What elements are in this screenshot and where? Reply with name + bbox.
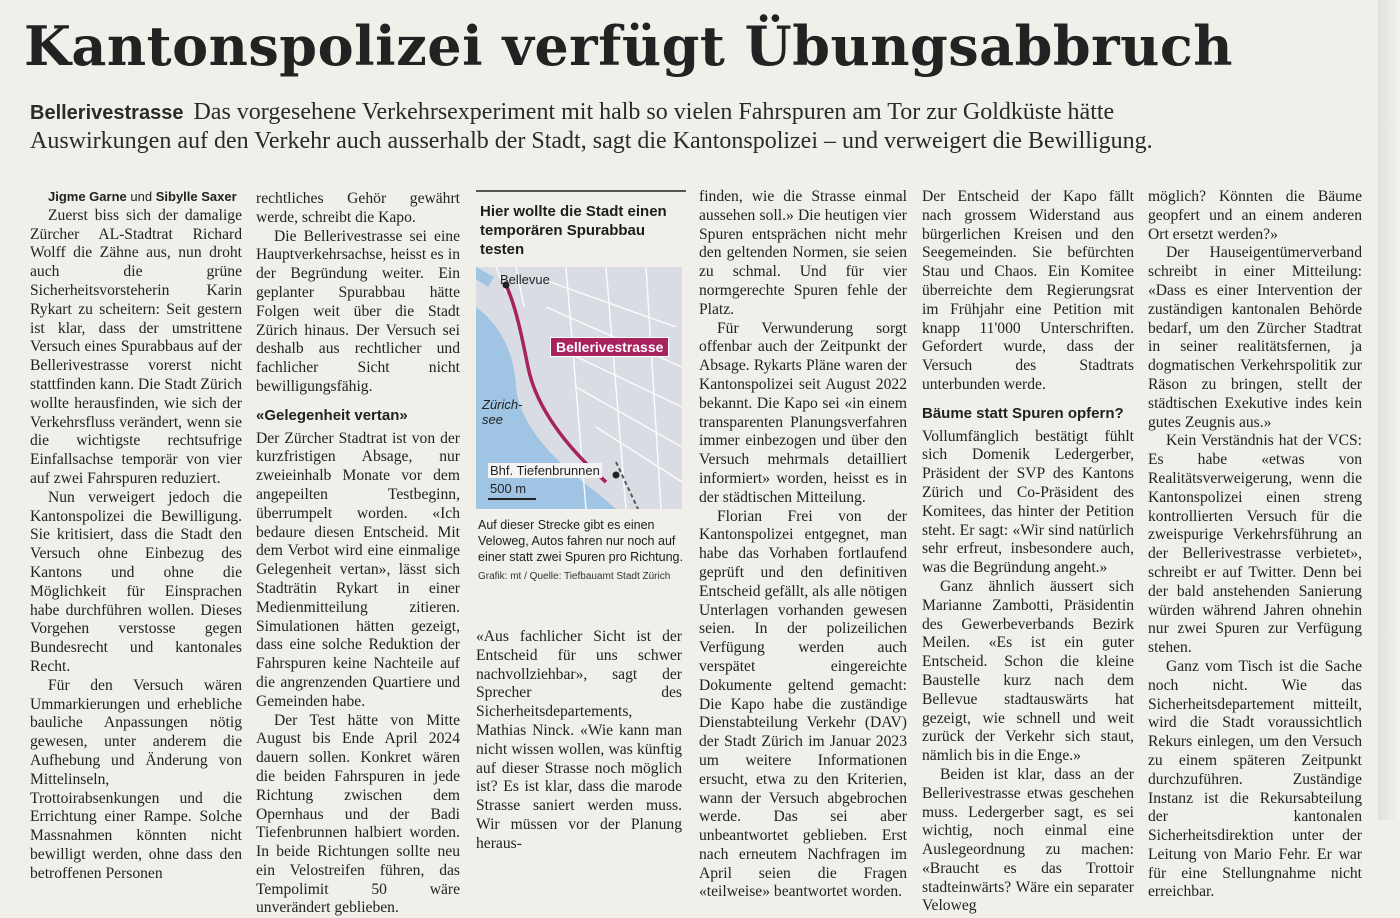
label-bellerivestrasse: Bellerivestrasse	[550, 337, 669, 357]
author-2: Sibylle Saxer	[155, 189, 237, 204]
paragraph: Florian Frei von der Kantonspolizei entgegnet, man habe das Vorhaben fortlaufend geprüft und den definitiven Entscheid gefällt, als alle nötigen Unterlagen vorhanden gewesen seien. In der polizeilichen Verfügung werden auch verspätet eingereichte Dokumente geltend gemacht: Die Kapo habe die zuständige Dienstabteilung Verkehr (DAV) der Stadt Zürich im Januar 2023 um weitere Informationen ersucht, etwa zu den Kriterien, wann der Versuch abgebrochen werde. Das sei aber unbeantwortet geblieben. Erst nach erneutem Nachfragen im April seien die Fragen «teilweise» beantwortet worden.	[699, 507, 907, 901]
graphic-credit: Grafik: mt / Quelle: Tiefbauamt Stadt Zürich	[478, 571, 671, 582]
headline: Kantonspolizei verfügt Übungsabbruch	[24, 14, 1234, 78]
byline	[30, 188, 242, 207]
label-bellevue: Bellevue	[500, 272, 550, 287]
paragraph: Der Zürcher Stadtrat ist von der kurzfristigen Absage, nur zweieinhalb Monate vor dem angepeilten Testbeginn, überrumpelt worden. «Ich bedaure diesen Entscheid. Mit dem Verbot wird eine einmalige Gelegenheit vertan», lässt sich Stadträtin Rykart in einer Medienmitteilung zitieren. Simulationen hätten gezeigt, dass eine solche Reduktion der Fahrspuren keine Nachteile auf die angrenzenden Quartiere und Gemeinden habe.	[256, 429, 460, 710]
graphic-caption: Auf dieser Strecke gibt es einen Veloweg, Autos fahren nur noch auf einer statt zwei Spuren pro Richtung.	[478, 518, 683, 564]
map-graphic	[476, 190, 686, 622]
paragraph: Der Test hätte von Mitte August bis Ende April 2024 dauern sollen. Konkret wären die beiden Fahrspuren in jede Richtung zwischen dem Opernhaus und der Badi Tiefenbrunnen halbiert worden. In beide Richtungen sollte neu ein Velostreifen führen, das Tempolimit 50 wäre unverändert geblieben.	[256, 711, 460, 917]
paragraph: Vollumfänglich bestätigt fühlt sich Domenik Ledergerber, Präsident der SVP des Kantons Zürich und Co-Präsident des Komitees, das hinter der Petition steht. Er sagt: «Wir sind natürlich sehr erfreut, insbesondere auch, was die Begründung angeht.»	[922, 427, 1134, 577]
paragraph: Der Hauseigentümerverband schreibt in einer Mitteilung: «Dass es einer Intervention der zuständigen kantonalen Behörde bedarf, um den Zürcher Stadtrat in seiner realitätsfernen, ja dogmatischen Verkehrspolitik zur Räson zu bringen, stellt der städtischen Exekutive indes kein gutes Zeugnis aus.»	[1148, 244, 1362, 431]
adjacent-page-edge	[1378, 0, 1400, 820]
column-2	[256, 190, 460, 918]
paragraph: Beiden ist klar, dass an der Bellerivestrasse etwas geschehen muss. Ledergerber sagt, es sei wichtig, noch einmal eine Auslegeordnung zu machen: «Braucht es das Trottoir stadteinwärts? Wäre ein separater Veloweg	[922, 765, 1134, 915]
column-1	[30, 188, 242, 883]
paragraph: Für Verwunderung sorgt offenbar auch der Zeitpunkt der Absage. Rykarts Pläne waren der Kantonspolizei seit August 2022 bekannt. Die Kapo sei «in einem transparenten Planungsverfahren immer einbezogen und über den Versuch mehrmals detailliert informiert» worden, heisst es in der städtischen Mitteilung.	[699, 319, 907, 506]
column-6	[1148, 188, 1362, 902]
paragraph: «Aus fachlicher Sicht ist der Entscheid für uns schwer nachvollziehbar», sagt der Sprecher des Sicherheitsdepartements, Mathias Ninck. «Wie kann man nicht wissen wollen, was künftig auf dieser Strasse noch möglich ist? Es ist klar, dass die marode Strasse saniert werden muss. Wir müssen vor der Planung heraus-	[476, 628, 682, 852]
paragraph: rechtliches Gehör gewährt werde, schreibt die Kapo.	[256, 190, 460, 226]
scale-label: 500 m	[490, 481, 527, 496]
paragraph: finden, wie die Strasse einmal aussehen soll.» Die heutigen vier Spuren entsprächen nicht mehr den geltenden Normen, sie seien zu schmal. Und für vier normgerechte Spuren fehle der Platz.	[699, 188, 907, 318]
graphic-title: Hier wollte die Stadt einen temporären Spurabbau testen	[480, 203, 667, 258]
map	[476, 267, 682, 509]
lead-paragraph	[30, 98, 1210, 155]
paragraph: Ganz vom Tisch ist die Sache noch nicht. Wie das Sicherheitsdepartement mitteilt, wird die Stadt voraussichtlich Rekurs einlegen, um den Versuch zu einem späteren Zeitpunkt durchzuführen. Zuständige Instanz ist die Rekursabteilung der kantonalen Sicherheitsdirektion unter der Leitung von Mario Fehr. Er war für eine Stellungnahme nicht erreichbar.	[1148, 657, 1362, 901]
paragraph: Für den Versuch wären Ummarkierungen und erhebliche bauliche Anpassungen nötig gewesen, unter anderem die Aufhebung und Änderung von Mittelinseln, Trottoirabsenkungen und die Errichtung einer Rampe. Solche Massnahmen könnten nicht bewilligt werden, ohne dass den betroffenen Personen	[30, 676, 242, 882]
column-5	[922, 188, 1134, 916]
paragraph: Ganz ähnlich äussert sich Marianne Zambotti, Präsidentin des Gewerbeverbands Bezirk Meilen. «Es ist ein guter Entscheid. Schon die kleine Baustelle kurz nach dem Bellevue stadtauswärts hat gezeigt, wie schnell und weit zurück der Verkehr sich staut, nämlich bis in die Enge.»	[922, 577, 1134, 765]
paragraph: Die Bellerivestrasse sei eine Hauptverkehrsachse, heisst es in der Begründung weiter. Ein geplanter Spurabbau hätte Folgen weit über die Stadt Zürich hinaus. Der Versuch sei deshalb aus rechtlicher und fachlicher Sicht nicht bewilligungsfähig.	[256, 227, 460, 395]
label-lake: Zürich- see	[482, 397, 523, 427]
lead-text: Das vorgesehene Verkehrsexperiment mit halb so vielen Fahrspuren am Tor zur Goldküste hätte Auswirkungen auf den Verkehr auch ausserhalb der Stadt, sagt die Kantonspolizei – und verweigert die Bewilligung.	[30, 99, 1153, 154]
paragraph: Der Entscheid der Kapo fällt nach grossem Widerstand aus bürgerlichen Kreisen und den Seegemeinden. Sie befürchten Stau und Chaos. Ein Komitee überreichte dem Regierungsrat im Frühjahr eine Petition mit knapp 11'000 Unterschriften. Gefordert wurde, dass der Versuch des Stadtrats unterbunden werde.	[922, 188, 1134, 393]
author-join: und	[130, 189, 153, 204]
kicker: Bellerivestrasse	[30, 102, 184, 124]
point-tiefenbrunnen	[613, 472, 620, 479]
label-station: Bhf. Tiefenbrunnen	[490, 463, 600, 478]
column-4	[699, 188, 907, 902]
subheading: Bäume statt Spuren opfern?	[922, 404, 1124, 422]
author-1: Jigme Garne	[48, 189, 127, 204]
subheading: «Gelegenheit vertan»	[256, 406, 408, 424]
paragraph: Zuerst biss sich der damalige Zürcher AL-Stadtrat Richard Wolff die Zähne aus, nun droht auch die grüne Sicherheitsvorsteherin Karin Rykart zu scheitern: Seit gestern ist klar, dass der umstrittene Versuch eines Spurabbaus auf der Bellerivestrasse vorerst nicht stattfinden kann. Die Stadt Zürich wollte herausfinden, wie sich der Verkehrsfluss verändert, wenn sie die wichtigste rechtsufrige Einfallsachse temporär von vier auf zwei Fahrspuren reduziert.	[30, 206, 242, 487]
paragraph: Kein Verständnis hat der VCS: Es habe «etwas von Realitätsverweigerung, wenn die Kantonspolizei einen streng kontrollierten Versuch für die zweispurige Verkehrsführung an der Bellerivestrasse verbietet», schreibt er auf Twitter. Denn bei der bald anstehenden Sanierung würden während Jahren ohnehin nur zwei Spuren zur Verfügung stehen.	[1148, 432, 1362, 657]
paragraph: Nun verweigert jedoch die Kantonspolizei die Bewilligung. Sie kritisiert, dass die Stadt den Versuch ohne Einbezug des Kantons und ohne die Möglichkeit für Einsprachen habe durchführen wollen. Dieses Vorgehen verstosse gegen Bundesrecht und kantonales Recht.	[30, 488, 242, 675]
paragraph: möglich? Könnten die Bäume geopfert und an einem anderen Ort ersetzt werden?»	[1148, 188, 1362, 243]
